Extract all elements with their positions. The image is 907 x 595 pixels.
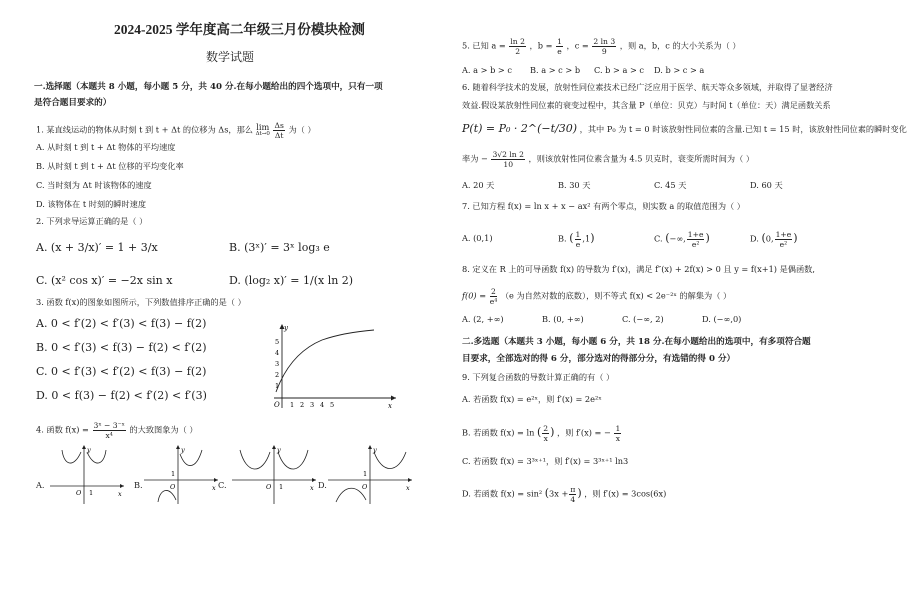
q8-line1: 8. 定义在 R 上的可导函数 f(x) 的导数为 f′(x)，满足 f″(x) + 2f(x) > 0 且 y = f(x+1) 是偶函数, (462, 264, 815, 274)
q4-graph-b[interactable] (142, 444, 222, 506)
q4-option-b-label[interactable]: B. (134, 480, 143, 490)
q8-line2: f(0) = $\frac{2}{\text{e⁴}}$ （e 为自然对数的底数），则不等式 f(x) < 2e⁻²ˣ 的解集为（ ） (462, 287, 732, 306)
q2-option-d[interactable]: D. (log₂ x)′ = 1/(x ln 2) (229, 274, 354, 287)
q5-option-d[interactable]: D. b > c > a (654, 65, 705, 75)
svg-text:O: O (76, 489, 82, 497)
section1-heading-line1: 一.选择题（本题共 8 小题，每小题 5 分，共 40 分.在每小题给出的四个选项中，只有一项 (34, 82, 383, 92)
q5-option-a[interactable]: A. a > b > c (462, 65, 512, 75)
q3-x-tick: 1 (290, 401, 295, 409)
q9-option-b[interactable]: B. 若函数 f(x) = ln ( $\frac{2}{x}$ ) ，则 f′(x) = − $\frac{1}{x}$ (462, 424, 621, 443)
svg-text:x: x (118, 490, 122, 498)
q8-option-c[interactable]: C. (−∞, 2) (622, 314, 664, 324)
q1-option-a[interactable]: A. 从时刻 t 到 t + Δt 物体的平均速度 (36, 142, 176, 152)
q4-graph-a[interactable] (48, 444, 128, 506)
page-subtitle: 数学试题 (206, 50, 255, 64)
q2-option-b[interactable]: B. (3ˣ)′ = 3ˣ log₃ e (229, 241, 330, 254)
svg-text:y: y (277, 446, 281, 454)
q3-stem: 3. 函数 f(x)的图象如图所示，下列数值排序正确的是（ ） (36, 297, 246, 307)
q3-y-ticks (275, 338, 279, 390)
q5-stem: 5. 已知 a = $\frac{\ln 2}{2}$ ，b = $\frac{1}{e}$ ，c = $\frac{2 \ln 3}{9}$ ，则 a，b，c 的大小关系为（ ） (462, 37, 741, 56)
svg-text:y: y (373, 446, 377, 454)
q1-option-c[interactable]: C. 当时刻为 Δt 时该物体的速度 (36, 180, 152, 190)
q6-option-a[interactable]: A. 20 天 (462, 180, 495, 190)
q4-graph-d[interactable] (326, 444, 416, 506)
q3-curve (276, 330, 374, 392)
arrow-icon (312, 478, 316, 482)
svg-text:1: 1 (363, 470, 368, 478)
q2-option-a[interactable]: A. (x + 3/x)′ = 1 + 3/x (36, 241, 158, 254)
q7-option-a[interactable]: A. (0,1) (462, 233, 493, 243)
arrow-icon (120, 484, 124, 488)
q7-option-c[interactable]: C. (−∞, $\frac{1+e}{\text{e²}}$ ) (654, 230, 710, 249)
q6-line3: P(t) = P₀ · 2^(−t/30) ，其中 P₀ 为 t = 0 时该放射性同位素的含量.已知 t = 15 时，该放射性同位素的瞬时变化 (462, 122, 907, 135)
q5-option-b[interactable]: B. a > c > b (530, 65, 581, 75)
q1-stem: 1. 某直线运动的物体从时刻 t 到 t + Δt 的位移为 Δs，那么 lim Δt→0 $\frac{\Delta s}{\Delta t}$ 为（ ） (36, 121, 316, 140)
q2-option-c[interactable]: C. (x² cos x)′ = −2x sin x (36, 274, 173, 287)
q8-option-d[interactable]: D. (−∞,0) (702, 314, 742, 324)
q3-y-tick: 3 (275, 360, 280, 368)
q3-graph (262, 320, 402, 412)
q6-option-d[interactable]: D. 60 天 (750, 180, 783, 190)
q9-option-d[interactable]: D. 若函数 f(x) = sin² (3x + $\frac{\pi}{4}$ ) ，则 f′(x) = 3cos(6x) (462, 485, 667, 504)
q3-option-c[interactable]: C. 0 < f′(3) < f′(2) < f(3) − f(2) (36, 365, 207, 378)
q9-stem: 9. 下列复合函数的导数计算正确的有（ ） (462, 372, 615, 382)
q7-option-b[interactable]: B. ( $\frac{1}{e}$ ,1) (558, 230, 595, 249)
q3-option-a[interactable]: A. 0 < f′(2) < f′(3) < f(3) − f(2) (36, 317, 207, 330)
q3-x-tick: 3 (310, 401, 315, 409)
svg-text:1: 1 (279, 483, 284, 491)
page-title: 2024-2025 学年度高二年级三月份模块检测 (114, 22, 365, 37)
svg-text:y: y (87, 446, 91, 454)
q3-y-tick: 5 (275, 338, 280, 346)
svg-text:O: O (266, 483, 272, 491)
section2-heading-line2: 目要求，全部选对的得 6 分，部分选对的得部分分，有选错的得 0 分） (462, 354, 736, 364)
arrow-icon (408, 478, 412, 482)
section1-heading-line2: 是符合题目要求的） (34, 98, 112, 108)
q4-stem: 4. 函数 f(x) = $\frac{\text{3ˣ − 3⁻ˣ}}{\text{x⁴}}$ 的大致图象为（ ） (36, 421, 198, 440)
q6-line2: 效益.假设某放射性同位素的衰变过程中，其含量 P（单位：贝克）与时间 t（单位：天）满足函数关系 (462, 100, 831, 110)
q4-graph-c[interactable] (230, 444, 320, 506)
q8-option-b[interactable]: B. (0, +∞) (542, 314, 584, 324)
q6-option-b[interactable]: B. 30 天 (558, 180, 591, 190)
q3-x-arrow-icon (391, 396, 396, 401)
arrow-icon (368, 445, 372, 449)
q9-option-c[interactable]: C. 若函数 f(x) = 3³ˣ⁺¹，则 f′(x) = 3³ˣ⁺¹ ln3 (462, 456, 629, 466)
q3-origin-label: O (274, 401, 280, 409)
q3-x-tick: 4 (320, 401, 325, 409)
q3-x-tick: 5 (330, 401, 335, 409)
svg-text:y: y (181, 446, 185, 454)
q1-option-b[interactable]: B. 从时刻 t 到 t + Δt 位移的平均变化率 (36, 161, 184, 171)
q6-line1: 6. 随着科学技术的发展，放射性同位素技术已经广泛应用于医学、航天等众多领域，并取得了显著经济 (462, 82, 833, 92)
q6-option-c[interactable]: C. 45 天 (654, 180, 687, 190)
arrow-icon (272, 445, 276, 449)
section2-heading-line1: 二.多选题（本题共 3 小题，每小题 6 分，共 18 分.在每小题给出的选项中，有多项符合题 (462, 337, 811, 347)
svg-text:x: x (212, 484, 216, 492)
arrow-icon (82, 445, 86, 449)
q3-x-ticks (290, 401, 334, 409)
q3-option-d[interactable]: D. 0 < f(3) − f(2) < f′(2) < f′(3) (36, 389, 207, 402)
q7-stem: 7. 已知方程 f(x) = ln x + x − ax² 有两个零点，则实数 a 的取值范围为（ ） (462, 201, 745, 211)
q3-y-label: y (284, 324, 288, 332)
q3-x-tick: 2 (300, 401, 305, 409)
q2-stem: 2. 下列求导运算正确的是（ ） (36, 216, 148, 226)
q3-y-tick: 2 (275, 371, 280, 379)
q3-x-label: x (388, 402, 392, 410)
q4-option-d-label[interactable]: D. (318, 480, 327, 490)
q3-option-b[interactable]: B. 0 < f′(3) < f(3) − f(2) < f′(2) (36, 341, 207, 354)
q9-option-a[interactable]: A. 若函数 f(x) = e²ˣ，则 f′(x) = 2e²ˣ (462, 394, 602, 404)
q6-line4: 率为 − $\frac{3√2 \ln 2}{10}$ ，则该放射性同位素含量为 4.5 贝克时，衰变所需时间为（ ） (462, 150, 755, 169)
svg-text:x: x (406, 484, 410, 492)
svg-text:1: 1 (171, 470, 176, 478)
q8-option-a[interactable]: A. (2, +∞) (462, 314, 504, 324)
svg-text:O: O (362, 483, 368, 491)
arrow-icon (176, 445, 180, 449)
svg-text:x: x (310, 484, 314, 492)
q4-option-a-label[interactable]: A. (36, 480, 45, 490)
q4-option-c-label[interactable]: C. (218, 480, 227, 490)
q5-option-c[interactable]: C. b > a > c (594, 65, 645, 75)
q3-y-tick: 1 (275, 382, 280, 390)
q1-option-d[interactable]: D. 该物体在 t 时刻的瞬时速度 (36, 199, 147, 209)
q7-option-d[interactable]: D. (0, $\frac{1+e}{\text{e²}}$ ) (750, 230, 798, 249)
svg-text:O: O (170, 483, 176, 491)
svg-text:1: 1 (89, 489, 94, 497)
q3-y-tick: 4 (275, 349, 280, 357)
